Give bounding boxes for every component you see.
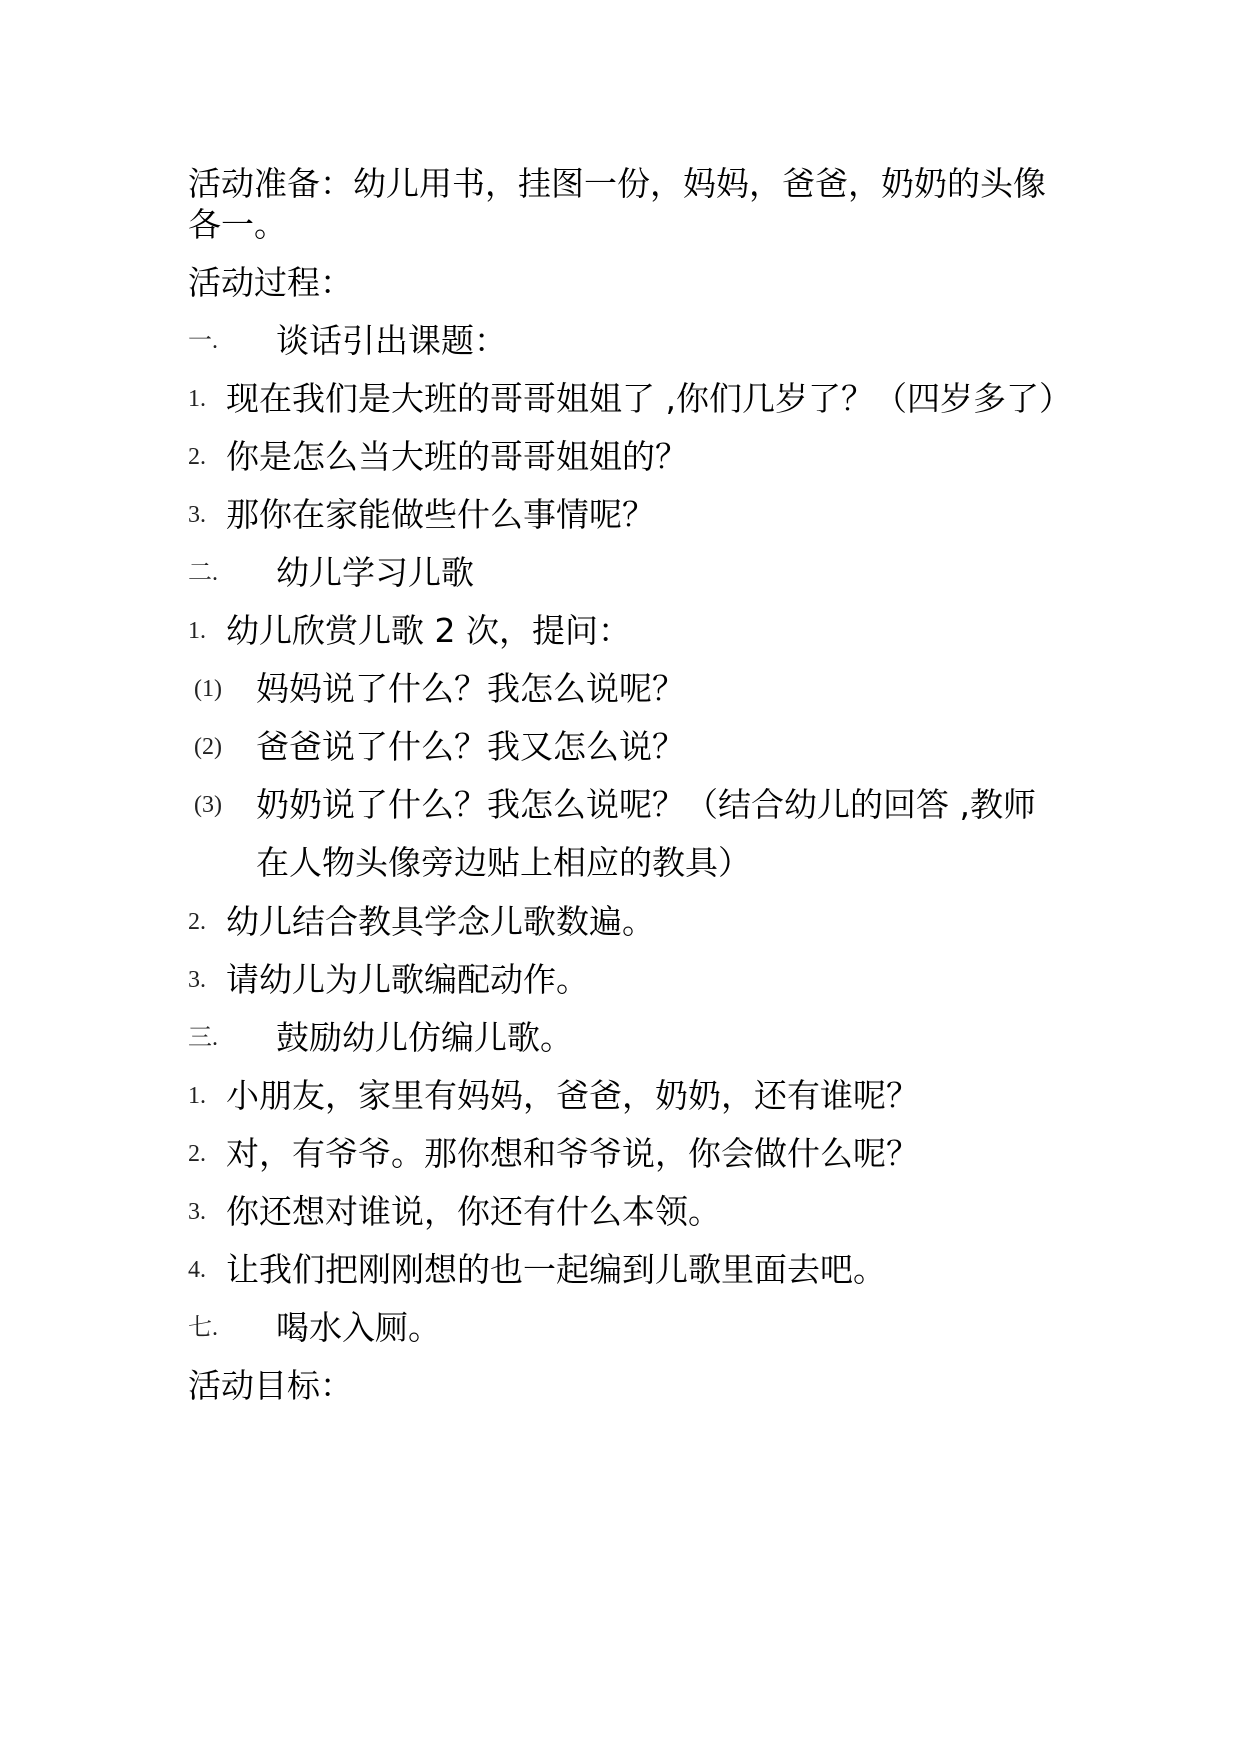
sub-list-number: (2) [194,734,222,760]
section-2-heading [188,544,474,602]
sub-list-item [188,718,685,776]
list-number: 3. [188,967,206,993]
section-1-heading [188,312,507,370]
heading-text: 活动目标： [188,1366,353,1405]
list-number: 2. [188,909,206,935]
paragraph-preparation-continued [188,196,287,254]
list-item-text: 现在我们是大班的哥哥姐姐了 ,你们几岁了？（四岁多了） [226,379,1072,418]
heading-activity-goals [188,1357,353,1415]
list-number: 1. [188,618,206,644]
list-item [188,1183,721,1241]
sub-list-item-text: 爸爸说了什么？我又怎么说？ [256,727,685,766]
list-item-text: 小朋友，家里有妈妈，爸爸，奶奶，还有谁呢？ [226,1076,919,1115]
list-item [188,1125,919,1183]
heading-text: 活动过程： [188,263,353,302]
section-title: 谈话引出课题： [276,321,507,360]
section-title: 喝水入厕。 [276,1308,441,1347]
list-item-text: 幼儿欣赏儿歌 2 次，提问： [226,611,631,650]
list-item-text: 你还想对谁说，你还有什么本领。 [226,1192,721,1231]
list-item-text: 对，有爷爷。那你想和爷爷说，你会做什么呢？ [226,1134,919,1173]
paragraph-text: 各一。 [188,205,287,244]
section-title: 幼儿学习儿歌 [276,553,474,592]
list-number: 1. [188,386,206,412]
list-number: 1. [188,1083,206,1109]
paragraph-text: 活动准备：幼儿用书，挂图一份，妈妈，爸爸，奶奶的头像 [188,164,1046,203]
section-3-heading [188,1009,573,1067]
list-item [188,951,589,1009]
list-item [188,428,688,486]
list-item [188,1241,886,1299]
list-number: 三. [188,1025,218,1051]
sub-list-item [188,660,685,718]
list-number: 2. [188,444,206,470]
list-item [188,602,631,660]
heading-activity-process [188,254,353,312]
sub-list-number: (3) [194,792,222,818]
list-item-text: 那你在家能做些什么事情呢？ [226,495,655,534]
list-number: 2. [188,1141,206,1167]
section-7-heading [188,1299,441,1357]
list-number: 七. [188,1315,218,1341]
list-item-text: 你是怎么当大班的哥哥姐姐的？ [226,437,688,476]
sub-list-item-text: 妈妈说了什么？我怎么说呢？ [256,669,685,708]
paragraph-preparation [188,155,1046,213]
list-number: 二. [188,560,218,586]
list-number: 3. [188,502,206,528]
list-item [188,1067,919,1125]
list-item-text: 请幼儿为儿歌编配动作。 [226,960,589,999]
list-item-text: 让我们把刚刚想的也一起编到儿歌里面去吧。 [226,1250,886,1289]
section-title: 鼓励幼儿仿编儿歌。 [276,1018,573,1057]
sub-list-item-continued [256,834,751,892]
sub-list-item-text: 在人物头像旁边贴上相应的教具） [256,843,751,882]
sub-list-item-text: 奶奶说了什么？我怎么说呢？（结合幼儿的回答 ,教师 [256,785,1036,824]
list-number: 一. [188,328,218,354]
sub-list-item [188,776,1036,834]
list-item [188,893,655,951]
list-number: 4. [188,1257,206,1283]
sub-list-number: (1) [194,676,222,702]
list-number: 3. [188,1199,206,1225]
list-item [188,370,1072,428]
list-item-text: 幼儿结合教具学念儿歌数遍。 [226,902,655,941]
list-item [188,486,655,544]
